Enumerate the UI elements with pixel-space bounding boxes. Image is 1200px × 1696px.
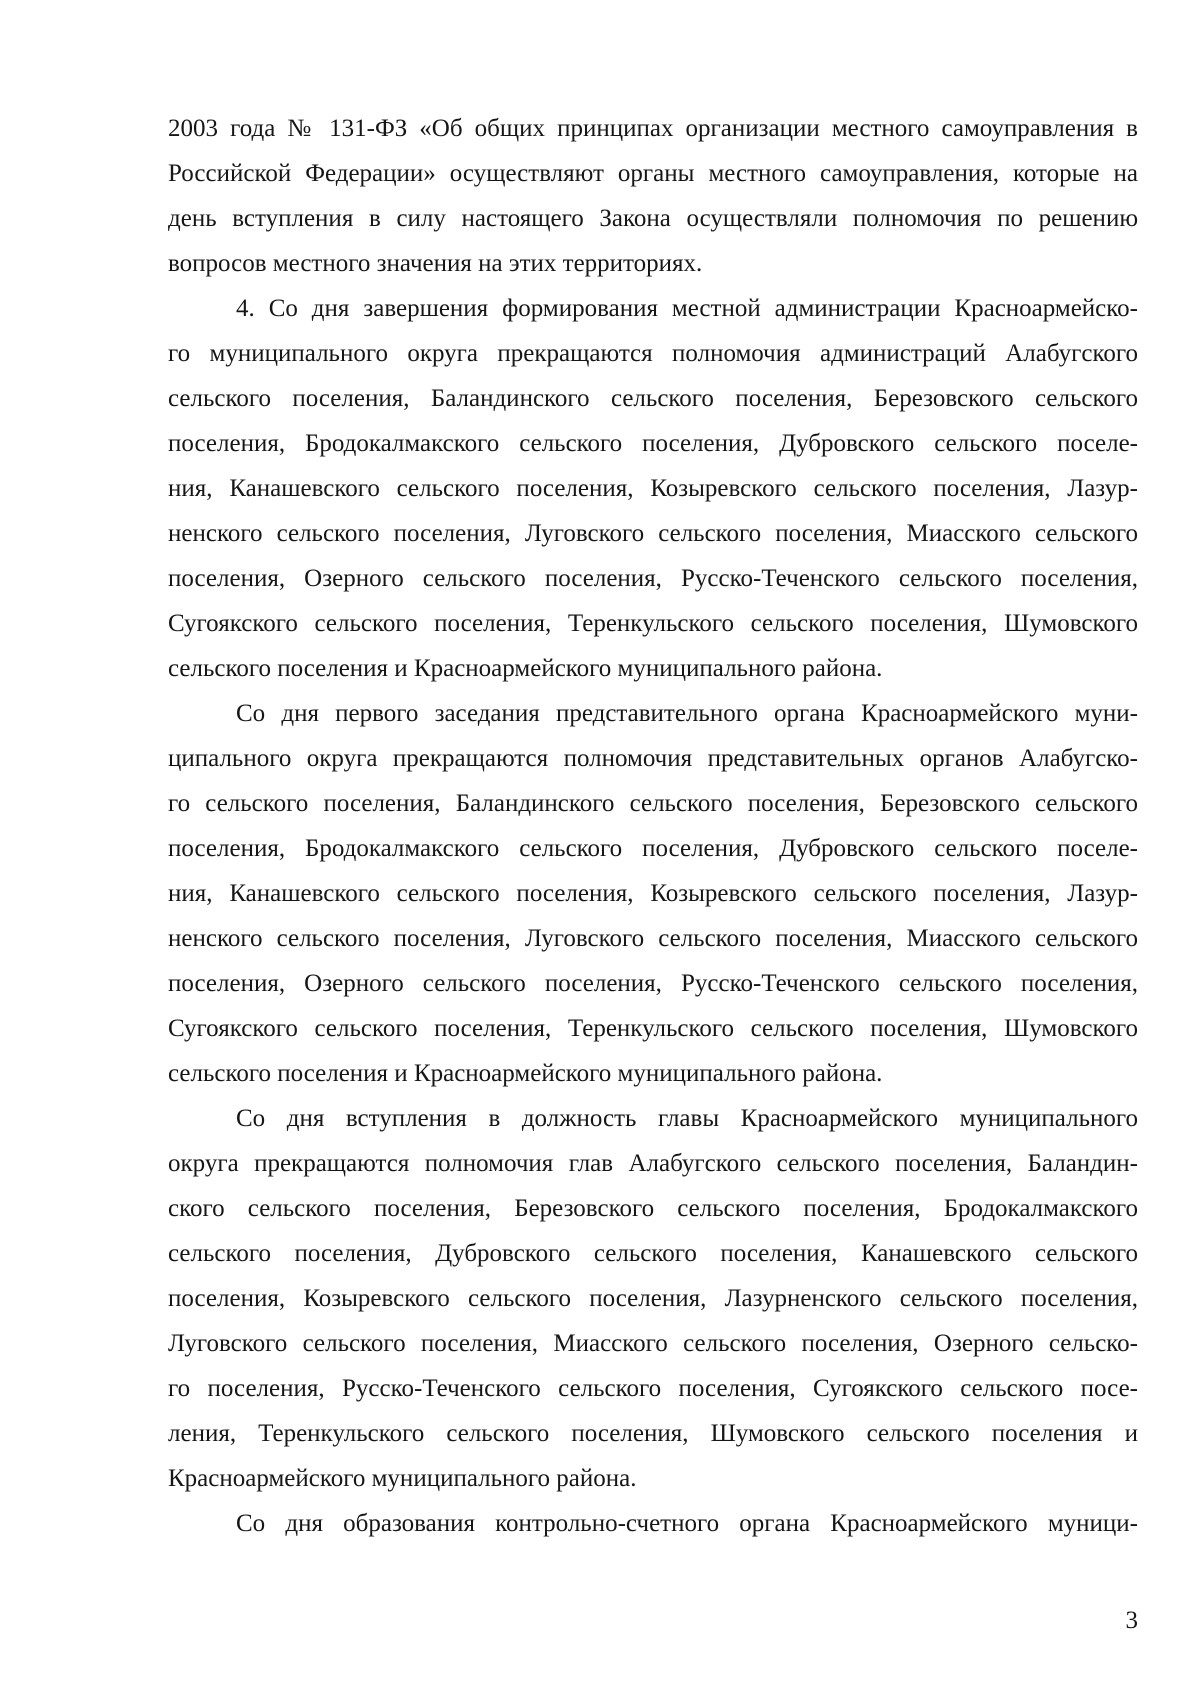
text-line: Российской Федерации» осуществляют органы местного самоуправления, которые на — [168, 160, 1138, 187]
page-number: 3 — [1125, 1607, 1138, 1634]
text-line: го муниципального округа прекращаются полномочия администраций Алабугского — [168, 340, 1138, 367]
text-line: поселения, Козыревского сельского поселения, Лазурненского сельского поселения, — [168, 1285, 1138, 1312]
text-line: поселения, Озерного сельского поселения, Русско-Теченского сельского поселения, — [168, 565, 1138, 592]
text-line: ненского сельского поселения, Луговского сельского поселения, Миасского сельского — [168, 925, 1138, 952]
text-line: 4. Со дня завершения формирования местной администрации Красноармейско- — [236, 295, 1138, 322]
text-line: ния, Канашевского сельского поселения, Козыревского сельского поселения, Лазур- — [168, 475, 1138, 502]
text-line: день вступления в силу настоящего Закона осуществляли полномочия по решению — [168, 205, 1138, 232]
text-line: Со дня образования контрольно-счетного органа Красноармейского муници- — [236, 1510, 1138, 1537]
text-line: Луговского сельского поселения, Миасского сельского поселения, Озерного сельско- — [168, 1330, 1138, 1357]
text-line: Сугоякского сельского поселения, Теренкульского сельского поселения, Шумовского — [168, 610, 1138, 637]
text-line: сельского поселения, Дубровского сельского поселения, Канашевского сельского — [168, 1240, 1138, 1267]
text-line: сельского поселения, Баландинского сельского поселения, Березовского сельского — [168, 385, 1138, 412]
text-line: Сугоякского сельского поселения, Теренкульского сельского поселения, Шумовского — [168, 1015, 1138, 1042]
text-line: го поселения, Русско-Теченского сельского поселения, Сугоякского сельского посе- — [168, 1375, 1138, 1402]
text-line: поселения, Озерного сельского поселения, Русско-Теченского сельского поселения, — [168, 970, 1138, 997]
text-line: округа прекращаются полномочия глав Алабугского сельского поселения, Баландин- — [168, 1150, 1138, 1177]
text-line: ненского сельского поселения, Луговского сельского поселения, Миасского сельского — [168, 520, 1138, 547]
text-line: ципального округа прекращаются полномочия представительных органов Алабугско- — [168, 745, 1138, 772]
text-line: сельского поселения и Красноармейского муниципального района. — [168, 1060, 883, 1087]
text-line: ния, Канашевского сельского поселения, Козыревского сельского поселения, Лазур- — [168, 880, 1138, 907]
text-line: поселения, Бродокалмакского сельского поселения, Дубровского сельского поселе- — [168, 835, 1138, 862]
document-body — [168, 106, 1138, 1546]
text-line: ления, Теренкульского сельского поселения, Шумовского сельского поселения и — [168, 1420, 1138, 1447]
text-line: Со дня первого заседания представительного органа Красноармейского муни- — [236, 700, 1138, 727]
text-line: ского сельского поселения, Березовского сельского поселения, Бродокалмакского — [168, 1195, 1138, 1222]
text-line: вопросов местного значения на этих территориях. — [168, 250, 703, 277]
text-line: сельского поселения и Красноармейского муниципального района. — [168, 655, 883, 682]
text-line: 2003 года № 131-ФЗ «Об общих принципах организации местного самоуправления в — [168, 115, 1138, 142]
text-line: Со дня вступления в должность главы Красноармейского муниципального — [236, 1105, 1138, 1132]
text-line: Красноармейского муниципального района. — [168, 1465, 637, 1492]
text-line: го сельского поселения, Баландинского сельского поселения, Березовского сельского — [168, 790, 1138, 817]
text-line: поселения, Бродокалмакского сельского поселения, Дубровского сельского поселе- — [168, 430, 1138, 457]
